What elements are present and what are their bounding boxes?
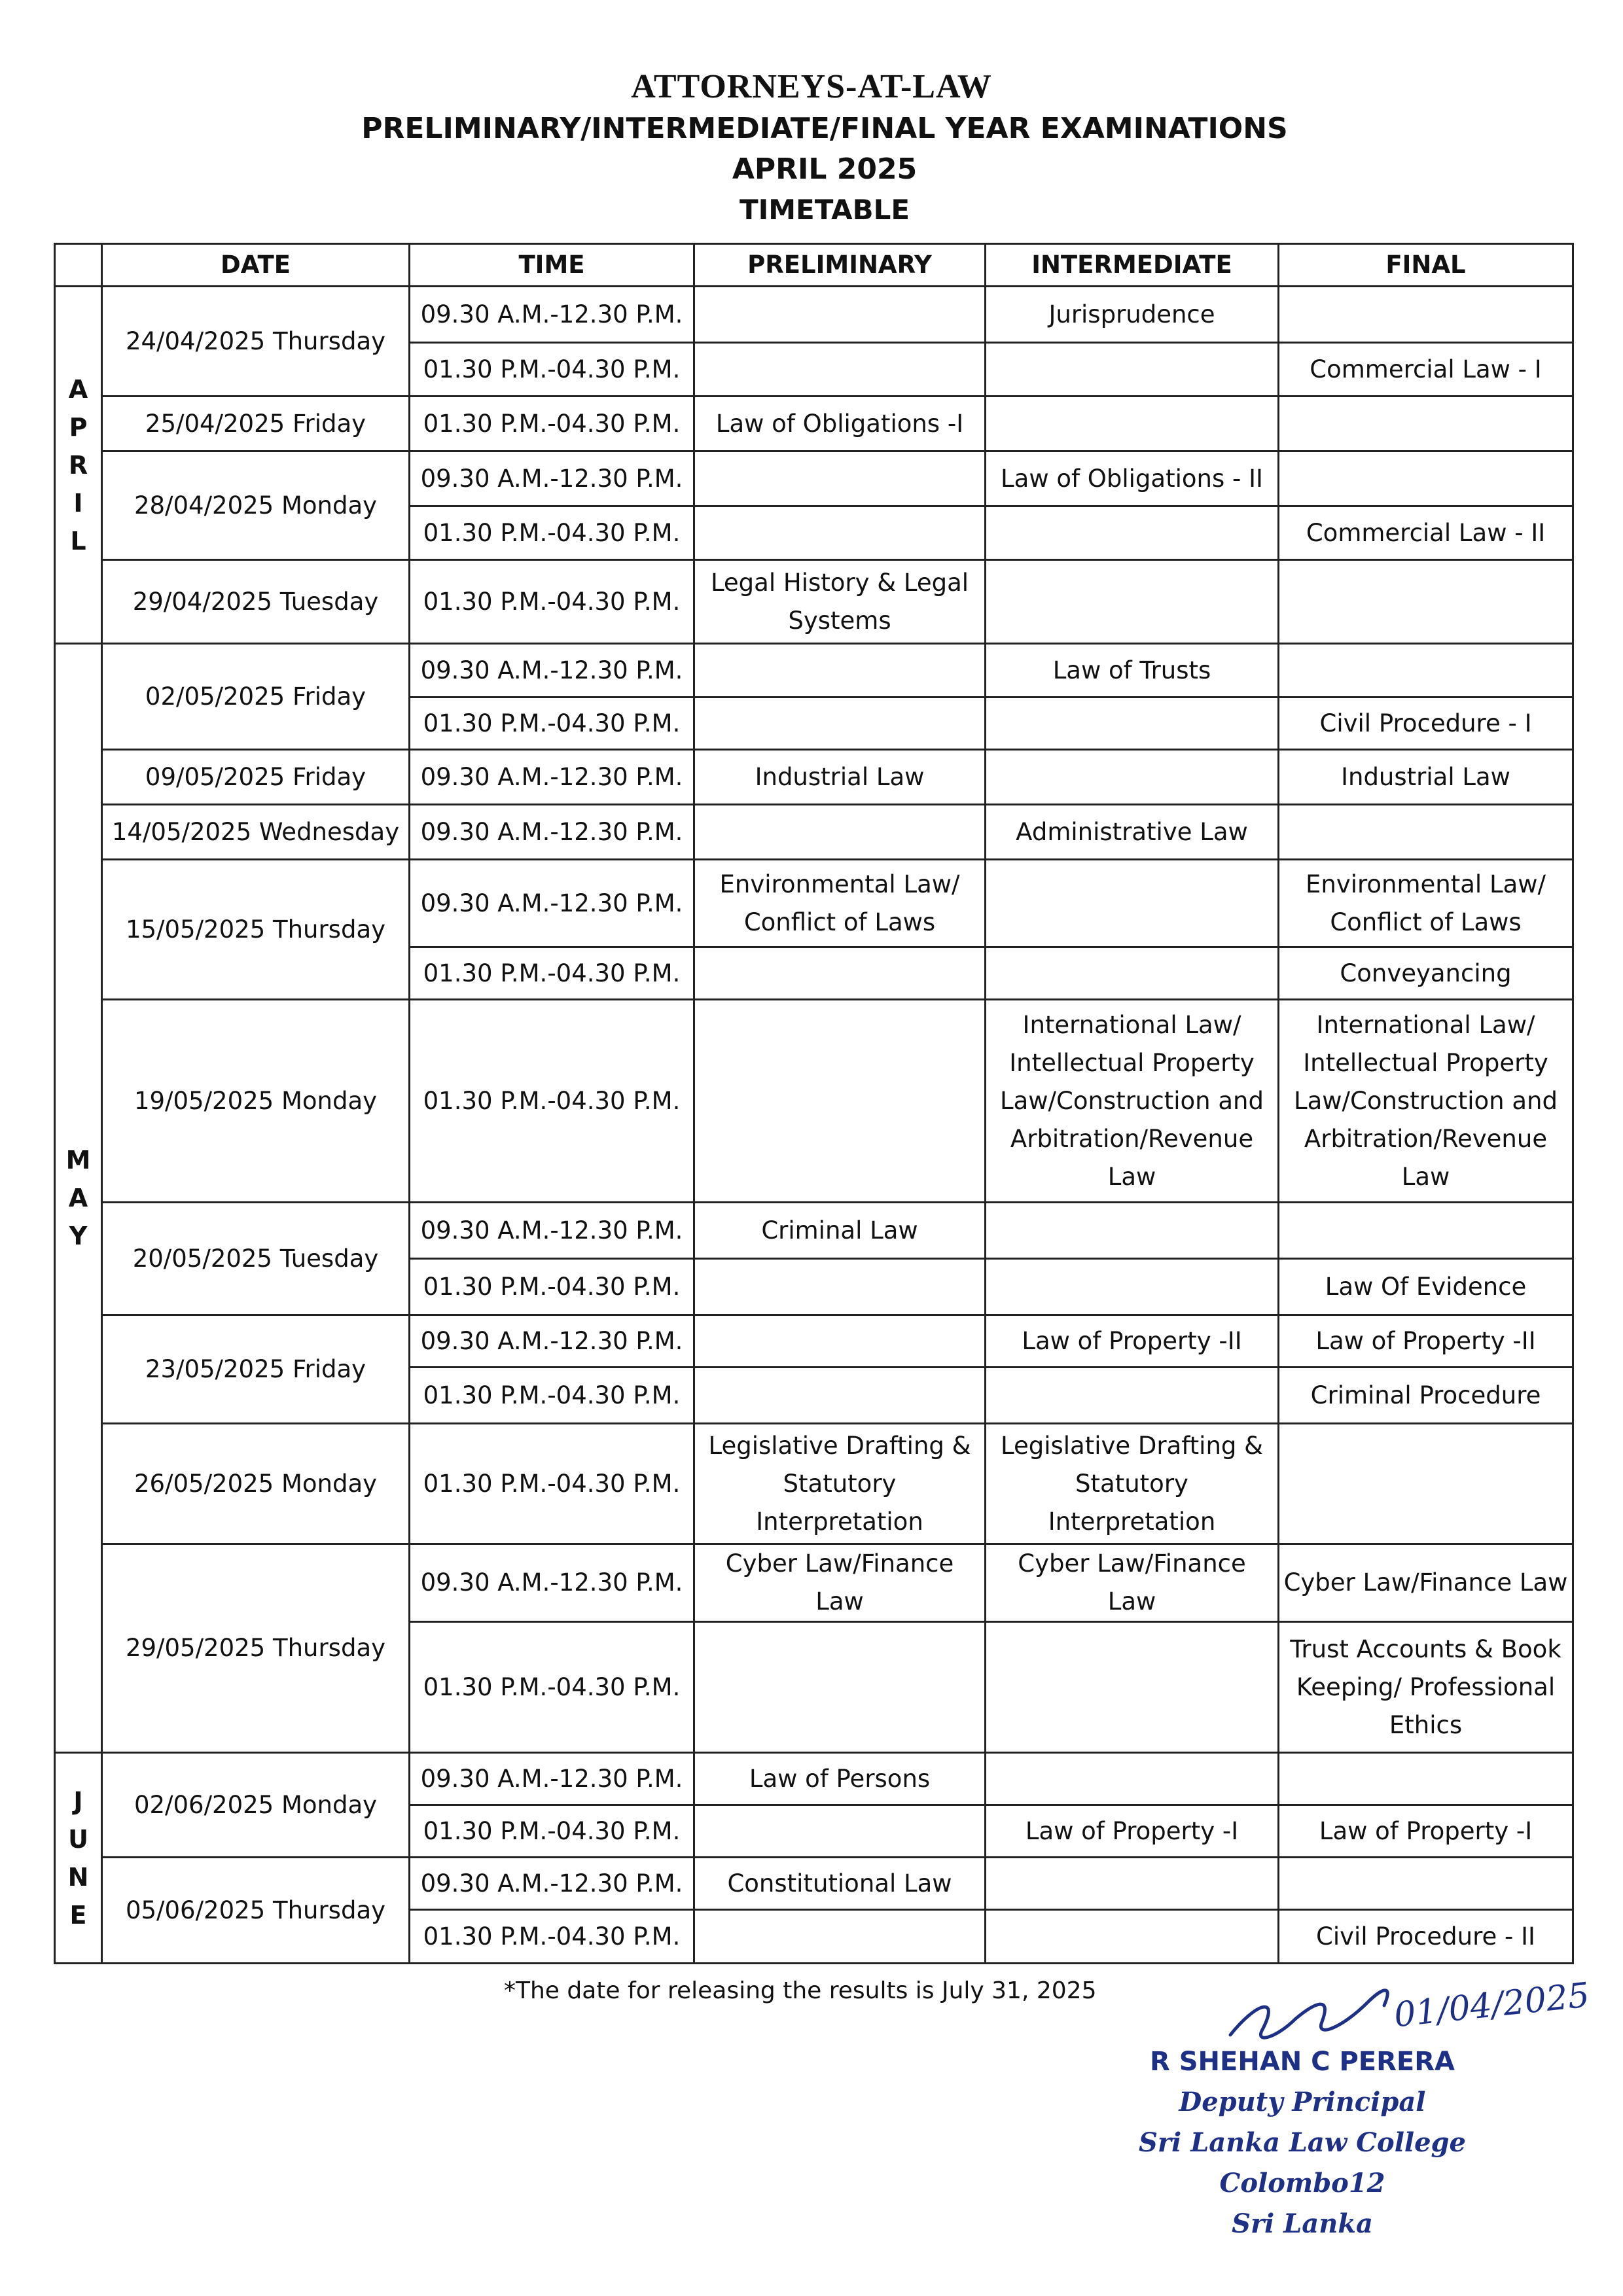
intermediate-cell: Cyber Law/Finance Law	[986, 1544, 1279, 1622]
intermediate-cell: Legislative Drafting & Statutory Interpretation	[986, 1424, 1279, 1544]
signatory-designation: Deputy Principal	[1179, 2087, 1426, 2117]
date-cell: 15/05/2025 Thursday	[102, 860, 410, 1000]
preliminary-cell	[694, 1000, 986, 1203]
date-cell: 24/04/2025 Thursday	[102, 287, 410, 397]
time-cell: 01.30 P.M.-04.30 P.M.	[410, 1622, 694, 1753]
month-label-may: M A Y	[55, 644, 102, 1753]
time-cell: 01.30 P.M.-04.30 P.M.	[410, 1368, 694, 1424]
date-cell: 02/05/2025 Friday	[102, 644, 410, 750]
document-subtitle: PRELIMINARY/INTERMEDIATE/FINAL YEAR EXAMINATIONS	[361, 112, 1288, 145]
document-title: ATTORNEYS-AT-LAW	[631, 68, 992, 105]
time-cell: 01.30 P.M.-04.30 P.M.	[410, 506, 694, 560]
date-cell: 25/04/2025 Friday	[102, 397, 410, 451]
table-row	[55, 1753, 1573, 1805]
document-type: TIMETABLE	[739, 194, 910, 226]
time-cell: 01.30 P.M.-04.30 P.M.	[410, 343, 694, 397]
intermediate-cell	[986, 698, 1279, 750]
time-cell: 09.30 A.M.-12.30 P.M.	[410, 644, 694, 698]
column-header-preliminary: PRELIMINARY	[694, 244, 986, 287]
date-cell: 20/05/2025 Tuesday	[102, 1203, 410, 1315]
preliminary-cell	[694, 947, 986, 1000]
intermediate-cell: Law of Property -I	[986, 1805, 1279, 1858]
table-row	[55, 1424, 1573, 1544]
results-release-note: *The date for releasing the results is July 31, 2025	[504, 1977, 1097, 2004]
intermediate-cell	[986, 1910, 1279, 1964]
preliminary-cell	[694, 506, 986, 560]
table-row	[55, 1000, 1573, 1203]
final-cell	[1279, 805, 1573, 860]
final-cell: Cyber Law/Finance Law	[1279, 1544, 1573, 1622]
signatory-institution: Sri Lanka Law College	[1139, 2127, 1466, 2158]
intermediate-cell	[986, 506, 1279, 560]
final-cell	[1279, 560, 1573, 644]
date-cell: 09/05/2025 Friday	[102, 750, 410, 805]
table-row	[55, 287, 1573, 343]
intermediate-cell	[986, 1753, 1279, 1805]
table-header-row	[55, 244, 1573, 287]
final-cell	[1279, 1203, 1573, 1259]
date-cell: 19/05/2025 Monday	[102, 1000, 410, 1203]
preliminary-cell	[694, 1805, 986, 1858]
intermediate-cell	[986, 750, 1279, 805]
intermediate-cell: Administrative Law	[986, 805, 1279, 860]
table-row	[55, 1544, 1573, 1622]
table-row	[55, 805, 1573, 860]
final-cell	[1279, 451, 1573, 506]
preliminary-cell: Law of Persons	[694, 1753, 986, 1805]
table-row	[55, 1203, 1573, 1259]
preliminary-cell	[694, 451, 986, 506]
final-cell: Trust Accounts & Book Keeping/ Professional Ethics	[1279, 1622, 1573, 1753]
intermediate-cell	[986, 343, 1279, 397]
preliminary-cell	[694, 805, 986, 860]
time-cell: 09.30 A.M.-12.30 P.M.	[410, 860, 694, 947]
signatory-block	[1106, 2041, 1499, 2244]
date-cell: 29/04/2025 Tuesday	[102, 560, 410, 644]
time-cell: 01.30 P.M.-04.30 P.M.	[410, 1910, 694, 1964]
signatory-country: Sri Lanka	[1232, 2208, 1373, 2239]
intermediate-cell	[986, 1259, 1279, 1315]
final-cell: Civil Procedure - II	[1279, 1910, 1573, 1964]
month-label-june: J U N E	[55, 1753, 102, 1964]
date-cell: 14/05/2025 Wednesday	[102, 805, 410, 860]
time-cell: 01.30 P.M.-04.30 P.M.	[410, 1000, 694, 1203]
final-cell: Commercial Law - II	[1279, 506, 1573, 560]
date-cell: 23/05/2025 Friday	[102, 1315, 410, 1424]
final-cell: Commercial Law - I	[1279, 343, 1573, 397]
intermediate-cell	[986, 560, 1279, 644]
document-header	[0, 65, 1623, 230]
signatory-name: R SHEHAN C PERERA	[1150, 2047, 1455, 2077]
final-cell: Industrial Law	[1279, 750, 1573, 805]
table-row	[55, 397, 1573, 451]
time-cell: 01.30 P.M.-04.30 P.M.	[410, 947, 694, 1000]
date-cell: 05/06/2025 Thursday	[102, 1858, 410, 1964]
final-cell	[1279, 287, 1573, 343]
intermediate-cell	[986, 860, 1279, 947]
table-row	[55, 560, 1573, 644]
final-cell: Conveyancing	[1279, 947, 1573, 1000]
preliminary-cell: Legal History & Legal Systems	[694, 560, 986, 644]
intermediate-cell: Law of Property -II	[986, 1315, 1279, 1368]
intermediate-cell	[986, 1858, 1279, 1910]
preliminary-cell	[694, 1622, 986, 1753]
preliminary-cell: Cyber Law/Finance Law	[694, 1544, 986, 1622]
final-cell: Civil Procedure - I	[1279, 698, 1573, 750]
time-cell: 09.30 A.M.-12.30 P.M.	[410, 1858, 694, 1910]
intermediate-cell: Law of Obligations - II	[986, 451, 1279, 506]
time-cell: 09.30 A.M.-12.30 P.M.	[410, 750, 694, 805]
preliminary-cell: Legislative Drafting & Statutory Interpretation	[694, 1424, 986, 1544]
column-header-intermediate: INTERMEDIATE	[986, 244, 1279, 287]
time-cell: 09.30 A.M.-12.30 P.M.	[410, 805, 694, 860]
final-cell: Criminal Procedure	[1279, 1368, 1573, 1424]
column-header-final: FINAL	[1279, 244, 1573, 287]
preliminary-cell: Environmental Law/ Conflict of Laws	[694, 860, 986, 947]
final-cell	[1279, 644, 1573, 698]
time-cell: 09.30 A.M.-12.30 P.M.	[410, 451, 694, 506]
final-cell: Law of Property -II	[1279, 1315, 1573, 1368]
time-cell: 01.30 P.M.-04.30 P.M.	[410, 1424, 694, 1544]
table-row	[55, 1315, 1573, 1368]
final-cell: International Law/ Intellectual Property Law/Construction and Arbitration/Revenue Law	[1279, 1000, 1573, 1203]
date-cell: 28/04/2025 Monday	[102, 451, 410, 560]
final-cell: Law Of Evidence	[1279, 1259, 1573, 1315]
month-column-header	[55, 244, 102, 287]
time-cell: 01.30 P.M.-04.30 P.M.	[410, 1259, 694, 1315]
column-header-time: TIME	[410, 244, 694, 287]
preliminary-cell: Criminal Law	[694, 1203, 986, 1259]
handwritten-signature	[1217, 1956, 1592, 2055]
month-label-april: A P R I L	[55, 287, 102, 644]
intermediate-cell: Jurisprudence	[986, 287, 1279, 343]
final-cell	[1279, 397, 1573, 451]
intermediate-cell	[986, 1203, 1279, 1259]
preliminary-cell	[694, 343, 986, 397]
preliminary-cell	[694, 1368, 986, 1424]
final-cell: Law of Property -I	[1279, 1805, 1573, 1858]
time-cell: 09.30 A.M.-12.30 P.M.	[410, 1753, 694, 1805]
date-cell: 26/05/2025 Monday	[102, 1424, 410, 1544]
table-row	[55, 451, 1573, 506]
intermediate-cell	[986, 397, 1279, 451]
time-cell: 09.30 A.M.-12.30 P.M.	[410, 1544, 694, 1622]
time-cell: 01.30 P.M.-04.30 P.M.	[410, 560, 694, 644]
intermediate-cell	[986, 947, 1279, 1000]
preliminary-cell	[694, 644, 986, 698]
time-cell: 09.30 A.M.-12.30 P.M.	[410, 1203, 694, 1259]
exam-session: APRIL 2025	[732, 152, 918, 186]
preliminary-cell: Law of Obligations -I	[694, 397, 986, 451]
preliminary-cell	[694, 698, 986, 750]
final-cell: Environmental Law/ Conflict of Laws	[1279, 860, 1573, 947]
final-cell	[1279, 1753, 1573, 1805]
preliminary-cell	[694, 287, 986, 343]
column-header-date: DATE	[102, 244, 410, 287]
time-cell: 09.30 A.M.-12.30 P.M.	[410, 1315, 694, 1368]
table-row	[55, 1858, 1573, 1910]
intermediate-cell	[986, 1368, 1279, 1424]
preliminary-cell: Constitutional Law	[694, 1858, 986, 1910]
time-cell: 01.30 P.M.-04.30 P.M.	[410, 698, 694, 750]
preliminary-cell	[694, 1315, 986, 1368]
table-row	[55, 860, 1573, 947]
table-row	[55, 644, 1573, 698]
time-cell: 09.30 A.M.-12.30 P.M.	[410, 287, 694, 343]
intermediate-cell: International Law/ Intellectual Property Law/Construction and Arbitration/Revenue Law	[986, 1000, 1279, 1203]
exam-timetable	[54, 243, 1574, 1964]
table-row	[55, 750, 1573, 805]
signatory-city: Colombo12	[1219, 2168, 1385, 2199]
preliminary-cell: Industrial Law	[694, 750, 986, 805]
preliminary-cell	[694, 1910, 986, 1964]
final-cell	[1279, 1858, 1573, 1910]
date-cell: 29/05/2025 Thursday	[102, 1544, 410, 1753]
signature-date: 01/04/2025	[1392, 1975, 1592, 2036]
intermediate-cell	[986, 1622, 1279, 1753]
time-cell: 01.30 P.M.-04.30 P.M.	[410, 1805, 694, 1858]
preliminary-cell	[694, 1259, 986, 1315]
final-cell	[1279, 1424, 1573, 1544]
date-cell: 02/06/2025 Monday	[102, 1753, 410, 1858]
intermediate-cell: Law of Trusts	[986, 644, 1279, 698]
time-cell: 01.30 P.M.-04.30 P.M.	[410, 397, 694, 451]
